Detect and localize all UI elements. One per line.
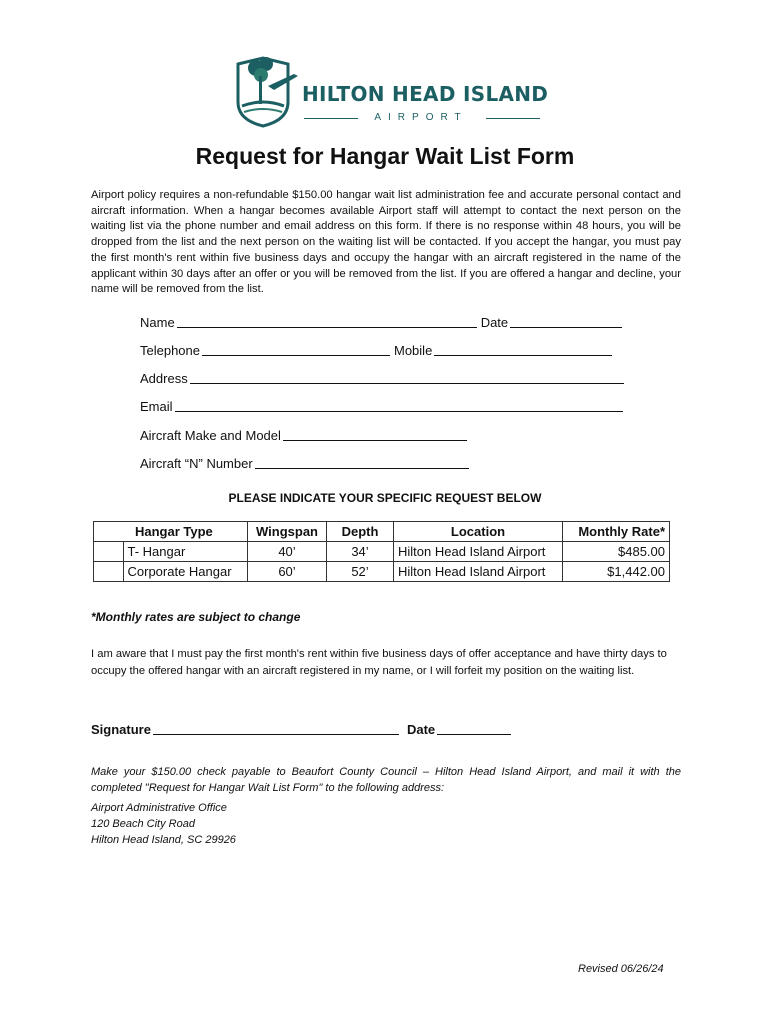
palm-tree-plane-icon	[228, 50, 298, 130]
signature-date-field[interactable]	[437, 719, 511, 735]
logo-divider-right	[486, 118, 540, 119]
address-line: Airport Administrative Office	[91, 802, 227, 814]
mobile-field[interactable]	[434, 340, 612, 356]
col-hangar-type: Hangar Type	[123, 522, 248, 542]
signature-row	[91, 719, 515, 737]
address-label: Address	[140, 371, 188, 386]
email-label: Email	[140, 399, 173, 414]
signature-field[interactable]	[153, 719, 399, 735]
address-field[interactable]	[190, 368, 624, 384]
mobile-label: Mobile	[394, 343, 433, 358]
name-label: Name	[140, 315, 175, 330]
checkbox-header	[94, 522, 124, 542]
payment-instructions: Make your $150.00 check payable to Beaufort County Council – Hilton Head Island Airport, and mail it with the completed "Request for Hangar Wait List Form" to the following address:	[91, 766, 681, 794]
rate-cell: $1,442.00	[563, 562, 670, 582]
aircraft-make-field[interactable]	[283, 425, 467, 441]
airport-logo	[228, 50, 548, 130]
wingspan-cell: 60’	[248, 562, 327, 582]
request-heading: PLEASE INDICATE YOUR SPECIFIC REQUEST BELOW	[228, 491, 542, 505]
aircraft-n-field[interactable]	[255, 453, 469, 469]
name-field[interactable]	[177, 312, 477, 328]
name-row	[140, 312, 626, 330]
address-row	[140, 368, 628, 386]
mailing-address	[91, 800, 236, 848]
telephone-field[interactable]	[202, 340, 390, 356]
wingspan-cell: 40’	[248, 542, 327, 562]
depth-cell: 52’	[327, 562, 394, 582]
page-title: Request for Hangar Wait List Form	[195, 143, 575, 169]
col-monthly-rate: Monthly Rate*	[563, 522, 670, 542]
table-row	[94, 542, 670, 562]
signature-date-label: Date	[406, 722, 436, 737]
hangar-type-cell: Corporate Hangar	[123, 562, 248, 582]
table-header-row	[94, 522, 670, 542]
aircraft-make-label: Aircraft Make and Model	[140, 428, 281, 443]
logo-wordmark: HILTON HEAD ISLAND	[302, 82, 549, 106]
hangar-type-cell: T- Hangar	[123, 542, 248, 562]
aircraft-make-row	[140, 425, 471, 443]
col-depth: Depth	[327, 522, 394, 542]
email-field[interactable]	[175, 396, 623, 412]
acknowledgement-paragraph: I am aware that I must pay the first month's rent within five business days of offer acceptance and have thirty days to occupy the offered hangar with an aircraft registered in my name, or I will forfeit my position on the waiting list.	[91, 648, 667, 677]
address-line: Hilton Head Island, SC 29926	[91, 834, 236, 846]
date-field[interactable]	[510, 312, 622, 328]
logo-subtitle: AIRPORT	[374, 112, 468, 123]
table-row	[94, 562, 670, 582]
rates-note: *Monthly rates are subject to change	[91, 610, 301, 624]
address-line: 120 Beach City Road	[91, 818, 195, 830]
t-hangar-checkbox[interactable]	[94, 542, 124, 562]
col-location: Location	[394, 522, 563, 542]
telephone-label: Telephone	[140, 343, 200, 358]
phone-row	[140, 340, 616, 358]
hangar-rates-table	[93, 521, 670, 582]
rate-cell: $485.00	[563, 542, 670, 562]
location-cell: Hilton Head Island Airport	[394, 542, 563, 562]
signature-label: Signature	[91, 722, 151, 737]
location-cell: Hilton Head Island Airport	[394, 562, 563, 582]
col-wingspan: Wingspan	[248, 522, 327, 542]
date-label: Date	[480, 315, 509, 330]
corporate-hangar-checkbox[interactable]	[94, 562, 124, 582]
intro-paragraph: Airport policy requires a non-refundable $150.00 hangar wait list administration fee and accurate personal contact and aircraft information. When a hangar becomes available Airport staff will attempt to contact the next person on the waiting list via the phone number and email address on this form. If there is no response within 48 hours, you will be dropped from the list and the next person on the waiting list will be contacted. If you accept the hangar, you must pay the first month's rent within five business days and occupy the hangar with an aircraft registered in the name of the applicant within 30 days after an offer or you will be removed from the list. If you are offered a hangar and decline, your name will be removed from the list.	[91, 189, 681, 296]
email-row	[140, 396, 627, 414]
depth-cell: 34’	[327, 542, 394, 562]
aircraft-n-row	[140, 453, 473, 471]
revision-date: Revised 06/26/24	[578, 963, 664, 975]
aircraft-n-label: Aircraft “N” Number	[140, 456, 253, 471]
